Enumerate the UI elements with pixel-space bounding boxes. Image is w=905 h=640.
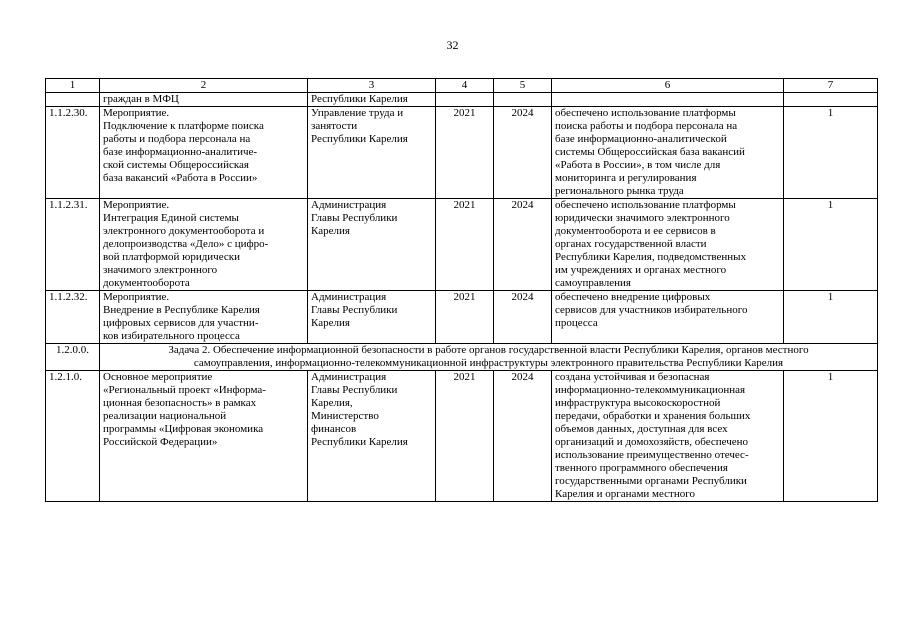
event-cell: Мероприятие. Внедрение в Республике Карелия цифровых сервисов для участни- ков избирательного процесса (100, 291, 308, 344)
executor-cell: Администрация Главы Республики Карелия (308, 199, 436, 291)
result-cell (552, 93, 784, 107)
page-number: 32 (446, 38, 459, 52)
result-cell: обеспечено внедрение цифровых сервисов для участников избирательного процесса (552, 291, 784, 344)
start-year-cell: 2021 (436, 371, 494, 502)
table-row (46, 291, 878, 344)
column-header: 4 (436, 79, 494, 93)
indicator-cell (784, 93, 878, 107)
column-header: 1 (46, 79, 100, 93)
end-year-cell: 2024 (494, 107, 552, 199)
column-header: 5 (494, 79, 552, 93)
indicator-cell: 1 (784, 371, 878, 502)
task-title-cell: Задача 2. Обеспечение информационной безопасности в работе органов государственной власти Республики Карелия, органов местного самоуправления, информационно-телекоммуникационной инфраструктуры электронного правительства Республики Карелия (100, 344, 878, 371)
executor-cell: Управление труда и занятости Республики Карелия (308, 107, 436, 199)
header-row (46, 79, 878, 93)
column-header: 2 (100, 79, 308, 93)
end-year-cell: 2024 (494, 371, 552, 502)
task-row (46, 344, 878, 371)
row-number-cell: 1.1.2.31. (46, 199, 100, 291)
column-header: 7 (784, 79, 878, 93)
end-year-cell: 2024 (494, 199, 552, 291)
start-year-cell: 2021 (436, 291, 494, 344)
row-number-cell: 1.1.2.32. (46, 291, 100, 344)
row-number-cell: 1.1.2.30. (46, 107, 100, 199)
end-year-cell (494, 93, 552, 107)
executor-cell: Администрация Главы Республики Карелия (308, 291, 436, 344)
table-row (46, 93, 878, 107)
indicator-cell: 1 (784, 291, 878, 344)
result-cell: обеспечено использование платформы юридически значимого электронного документооборота и ее сервисов в органах государственной власти Республики Карелия, подведомственных им учреждениях и органах местного самоуправления (552, 199, 784, 291)
event-cell: Мероприятие. Интеграция Единой системы электронного документооборота и делопроизводства «Дело» с цифро- вой платформой юридически значимого электронного документооборота (100, 199, 308, 291)
column-header: 6 (552, 79, 784, 93)
table-row (46, 199, 878, 291)
events-table (45, 78, 878, 502)
table-row (46, 107, 878, 199)
column-header: 3 (308, 79, 436, 93)
table-row (46, 371, 878, 502)
event-cell: граждан в МФЦ (100, 93, 308, 107)
event-cell: Мероприятие. Подключение к платформе поиска работы и подбора персонала на базе информационно-аналитиче- ской системы Общероссийская база вакансий «Работа в России» (100, 107, 308, 199)
task-number-cell: 1.2.0.0. (46, 344, 100, 371)
executor-cell: Администрация Главы Республики Карелия, Министерство финансов Республики Карелия (308, 371, 436, 502)
indicator-cell: 1 (784, 199, 878, 291)
start-year-cell: 2021 (436, 199, 494, 291)
indicator-cell: 1 (784, 107, 878, 199)
event-cell: Основное мероприятие «Региональный проект «Информа- ционная безопасность» в рамках реализации национальной программы «Цифровая экономика Российской Федерации» (100, 371, 308, 502)
executor-cell: Республики Карелия (308, 93, 436, 107)
row-number-cell (46, 93, 100, 107)
end-year-cell: 2024 (494, 291, 552, 344)
result-cell: создана устойчивая и безопасная информационно-телекоммуникационная инфраструктура высокоскоростной передачи, обработки и хранения больших объемов данных, доступная для всех организаций и домохозяйств, обеспечено использование преимущественно отечес- твенного программного обеспечения государственными органами Республики Карелия и органами местного (552, 371, 784, 502)
start-year-cell: 2021 (436, 107, 494, 199)
row-number-cell: 1.2.1.0. (46, 371, 100, 502)
result-cell: обеспечено использование платформы поиска работы и подбора персонала на базе информационно-аналитической системы Общероссийская база вакансий «Работа в России», в том числе для мониторинга и регулирования регионального рынка труда (552, 107, 784, 199)
start-year-cell (436, 93, 494, 107)
